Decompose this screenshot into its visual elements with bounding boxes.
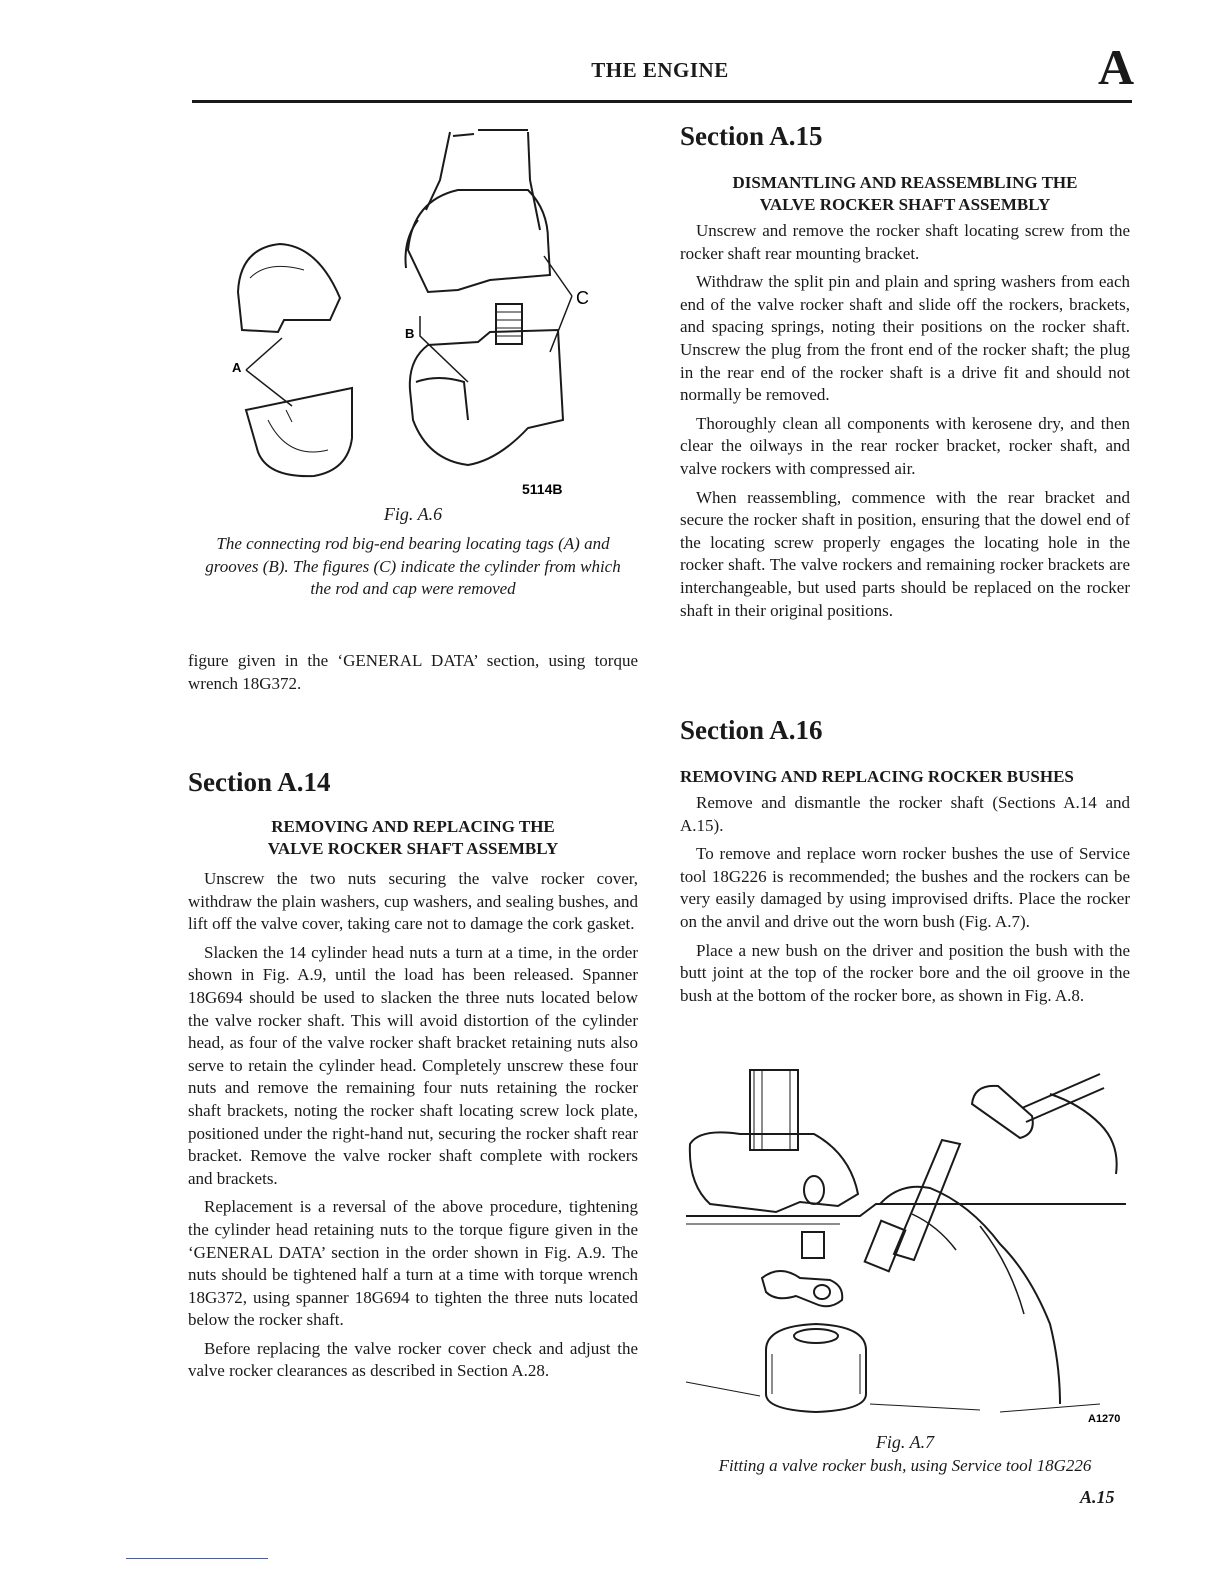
section-a15-subheading-2: VALVE ROCKER SHAFT ASSEMBLY: [759, 195, 1051, 214]
section-a14-subheading-2: VALVE ROCKER SHAFT ASSEMBLY: [267, 839, 559, 858]
hammer-head: [972, 1086, 1033, 1138]
left-continued-text: [188, 650, 638, 701]
paragraph: Remove and dismantle the rocker shaft (Sections A.14 and A.15).: [680, 793, 1130, 835]
section-a15: [680, 120, 1130, 628]
section-a15-title: Section A.15: [680, 121, 823, 151]
paragraph: Unscrew and remove the rocker shaft locating screw from the rocker shaft rear mounting bracket.: [680, 221, 1130, 263]
hand: [880, 1187, 1060, 1404]
bearing-shell-lower: [246, 388, 352, 476]
paragraph: Withdraw the split pin and plain and spring washers from each end of the valve rocker shaft and slide off the rockers, brackets, and spacing springs, noting their positions on the rocker shaft. Unscrew the plug from the front end of the rocker shaft; the plug in the rear end of the rocker shaft is a drive fit and should not normally be removed.: [680, 272, 1130, 405]
rocker-bush: [802, 1232, 824, 1258]
fig-a6-caption-block: [188, 504, 638, 601]
section-letter: A: [1098, 39, 1135, 95]
fig-a6-illustration: [228, 120, 608, 500]
section-a14: [188, 766, 638, 1389]
tool-base: [690, 1132, 858, 1212]
callout-c: C: [576, 288, 589, 308]
section-a16-subheading: REMOVING AND REPLACING ROCKER BUSHES: [680, 767, 1074, 786]
paragraph: Before replacing the valve rocker cover check and adjust the valve rocker clearances as described in Section A.28.: [188, 1338, 638, 1381]
fig-a6-label: Fig. A.6: [383, 504, 443, 524]
anvil: [766, 1324, 866, 1412]
paragraph: Unscrew the two nuts securing the valve rocker cover, withdraw the plain washers, cup washers, and sealing bushes, and lift off the valve cover, taking care not to damage the cork gasket.: [188, 869, 638, 934]
conrod-cap: [410, 330, 563, 465]
paragraph: Replacement is a reversal of the above procedure, tightening the cylinder head retaining nuts to the torque figure given in the ‘GENERAL DATA’ section in the order shown in Fig. A.9. The nuts should be tightened half a turn at a time with torque wrench 18G372, using spanner 18G694 to tighten the three nuts located below the rocker shaft.: [188, 1197, 638, 1330]
section-a14-subheading-1: REMOVING AND REPLACING THE: [271, 817, 555, 836]
section-a16: [680, 714, 1130, 1013]
paragraph: To remove and replace worn rocker bushes the use of Service tool 18G226 is recommended; the bushes and the rockers can be very easily damaged by using improvised drifts. Place the rocker on the anvil and drive out the worn bush (Fig. A.7).: [680, 844, 1130, 931]
section-a16-title: Section A.16: [680, 715, 823, 745]
section-a15-subheading-1: DISMANTLING AND REASSEMBLING THE: [732, 173, 1078, 192]
section-a14-title: Section A.14: [188, 767, 331, 797]
bearing-shell-upper: [238, 244, 340, 332]
page-header-title: THE ENGINE: [591, 58, 729, 82]
paragraph: Thoroughly clean all components with kerosene dry, and then clear the oilways in the rear rocker bracket, rocker shaft, and valve rockers with compressed air.: [680, 413, 1130, 478]
footer-line: [126, 1558, 268, 1559]
callout-a: A: [232, 360, 242, 375]
conrod-bolt: [496, 304, 522, 344]
paragraph: When reassembling, commence with the rear bracket and secure the rocker shaft in position, ensuring that the dowel end of the locating screw properly engages the locating hole in the rocker shaft. The valve rockers and remaining rocker brackets are interchangeable, but used parts should be replaced on the rocker shaft in their original positions.: [680, 487, 1130, 620]
tool-column: [750, 1070, 798, 1150]
paragraph: Slacken the 14 cylinder head nuts a turn at a time, in the order shown in Fig. A.9, until the load has been released. Spanner 18G694 should be used to slacken the three nuts located below the valve rocker shaft. This will avoid distortion of the cylinder head, as four of the valve rocker shaft bracket retaining nuts also serve to retain the cylinder head. Completely unscrew these four nuts and remove the remaining four nuts retaining the rocker shaft brackets, noting the rocker shaft locating screw lock plate, positioned under the right-hand nut, securing the rocker shaft rear bracket. Remove the valve rocker shaft complete with rockers and brackets.: [188, 942, 638, 1188]
fig-a7-caption-block: [680, 1432, 1130, 1478]
fig-a7-caption: Fitting a valve rocker bush, using Service tool 18G226: [718, 1456, 1092, 1475]
continued-paragraph: figure given in the ‘GENERAL DATA’ section, using torque wrench 18G372.: [188, 651, 638, 693]
header-rule: [192, 100, 1132, 103]
fig-a7-ref: A1270: [1088, 1413, 1121, 1425]
rocker-arm: [762, 1271, 842, 1306]
fig-a6-caption: The connecting rod big-end bearing locating tags (A) and grooves (B). The figures (C) indicate the cylinder from which the rod and cap were removed: [205, 534, 621, 598]
paragraph: Place a new bush on the driver and position the bush with the butt joint at the top of the rocker bore and the oil groove in the bush at the bottom of the rocker bore, as shown in Fig. A.8.: [680, 940, 1130, 1005]
fig-a7-illustration: [680, 1064, 1130, 1430]
conrod-shank: [426, 132, 540, 230]
conrod-big-end: [408, 190, 550, 292]
fig-a7-label: Fig. A.7: [875, 1432, 935, 1452]
callout-b: B: [405, 326, 415, 341]
page-number: A.15: [1080, 1487, 1115, 1507]
fig-a6-ref: 5114B: [522, 481, 563, 497]
